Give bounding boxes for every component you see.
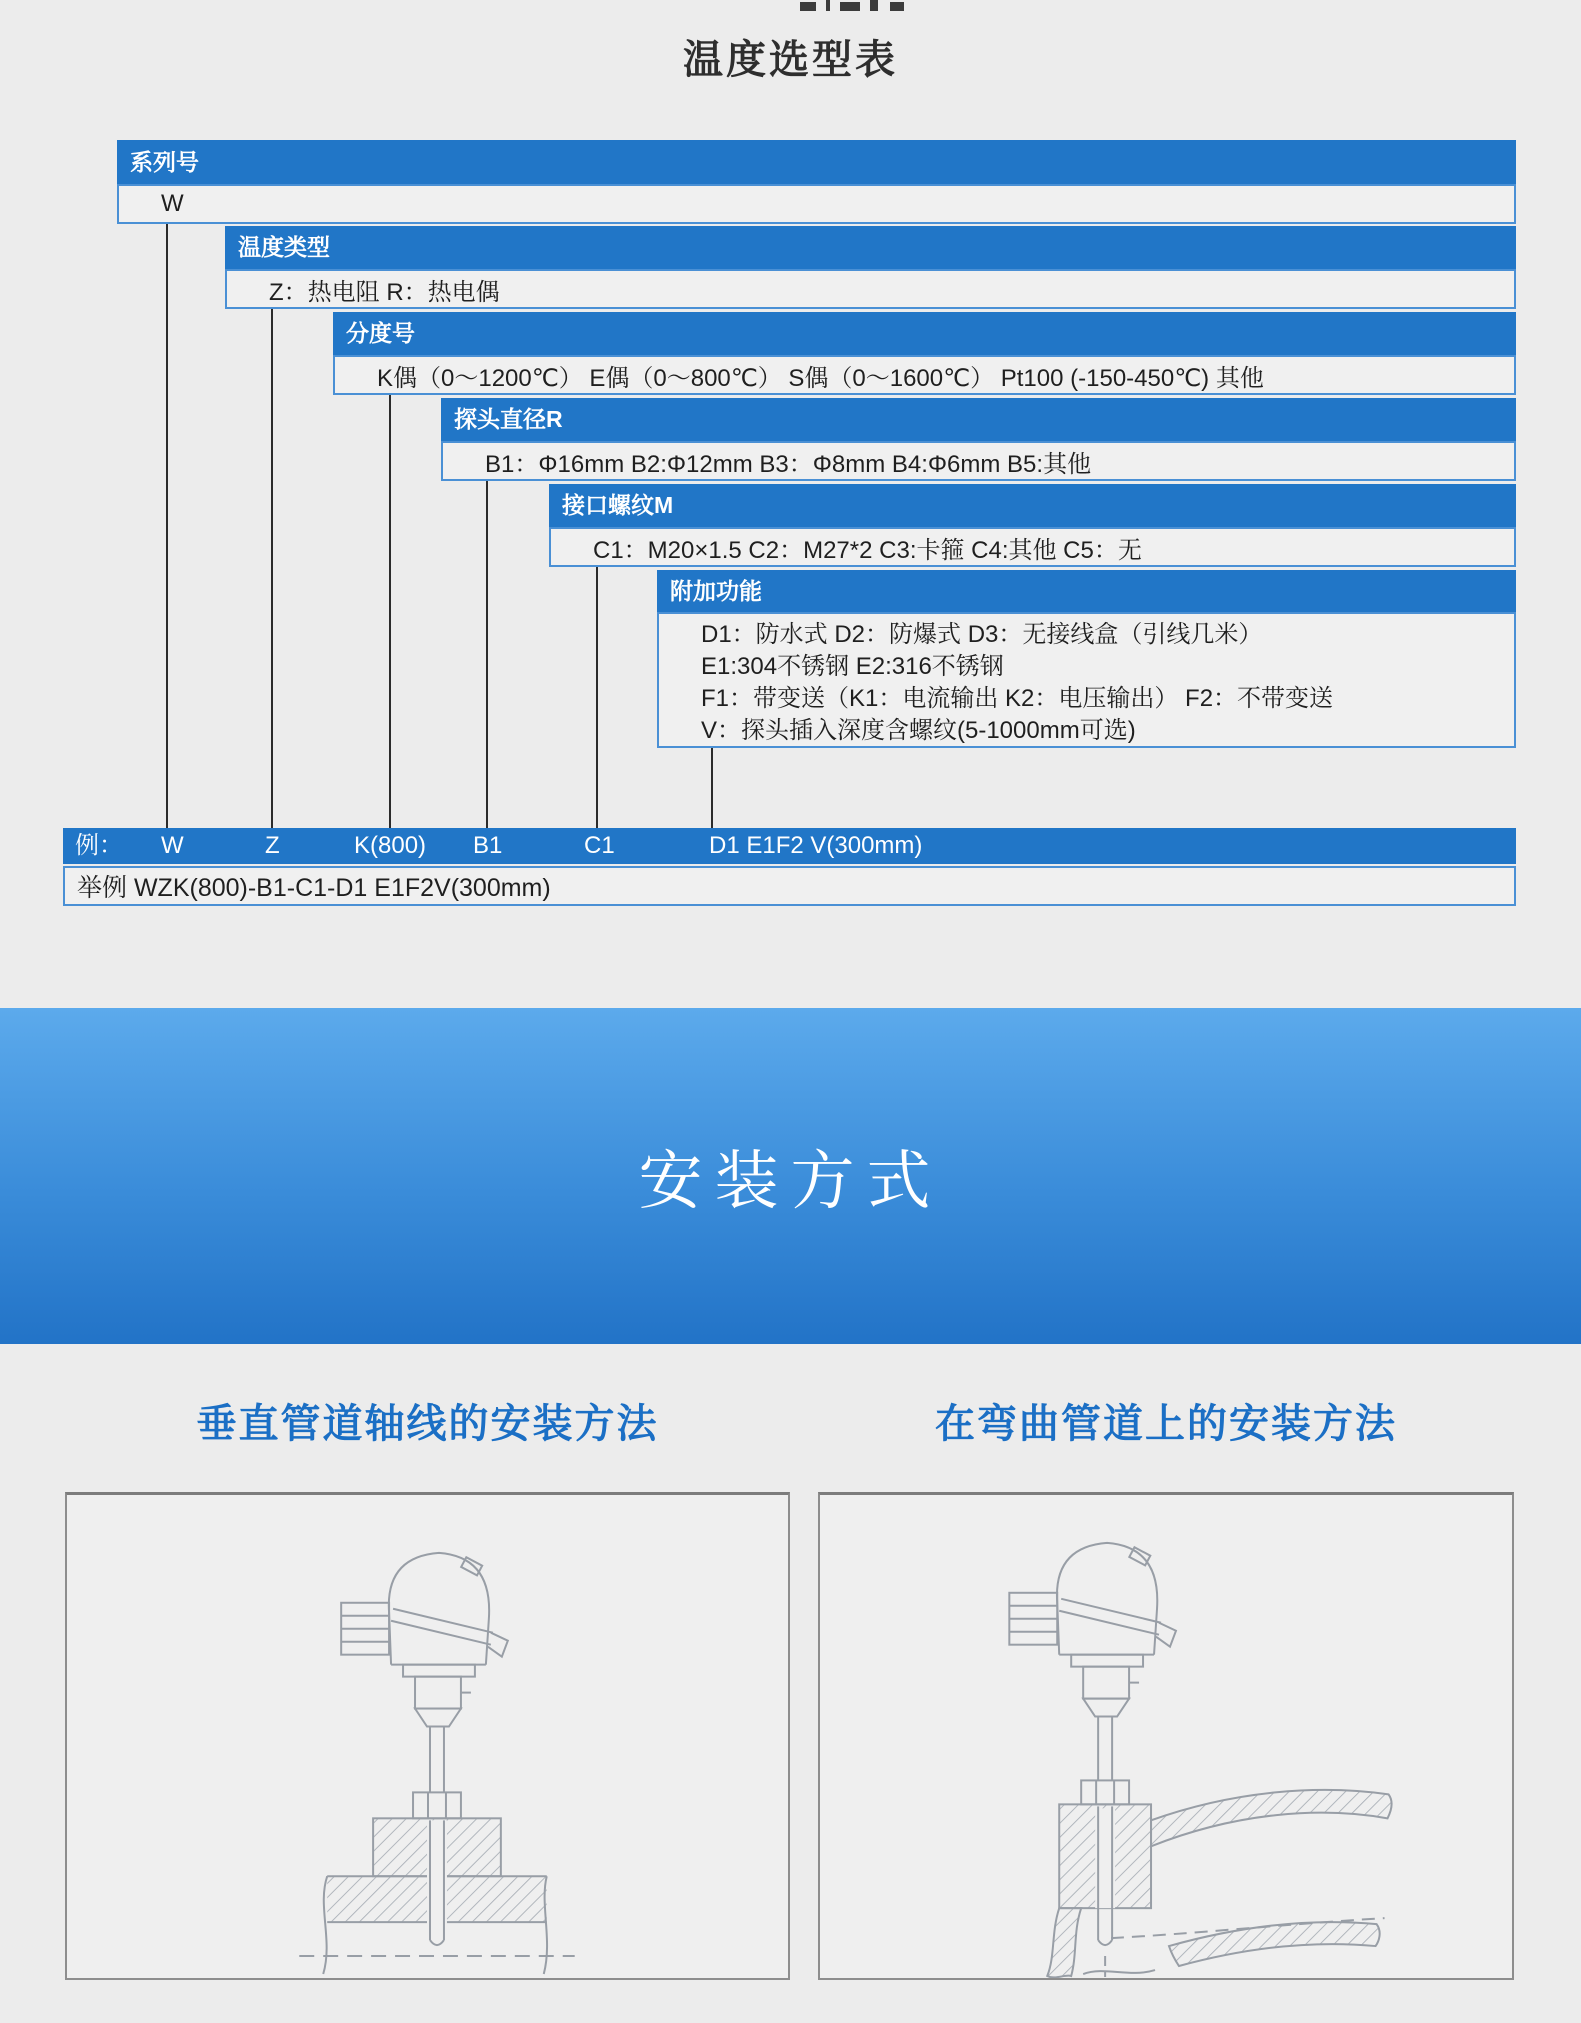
example-code-w: W [161, 832, 184, 859]
cropped-text-fragment [800, 0, 920, 13]
extra-function-line: F1：带变送（K1：电流输出 K2：电压输出） F2：不带变送 [701, 685, 1334, 712]
row-value-graduation: K偶（0～1200℃） E偶（0～800℃） S偶（0～1600℃） Pt100 (-150-450℃) 其他 [333, 355, 1516, 395]
row-header-thread: 接口螺纹M [549, 484, 1516, 527]
figure-caption-curved: 在弯曲管道上的安装方法 [935, 1402, 1397, 1446]
example-label: 例： [75, 832, 123, 859]
figure-curved-install [818, 1492, 1514, 1980]
row-header-extra-functions: 附加功能 [657, 570, 1516, 612]
example-code-b1: B1 [473, 832, 503, 859]
page-title: 温度选型表 [683, 38, 898, 82]
connector-line [711, 748, 713, 828]
example-code-row [63, 828, 1516, 864]
connector-line [166, 224, 168, 828]
install-method-banner [0, 1008, 1581, 1344]
connector-line [271, 309, 273, 828]
row-header-graduation: 分度号 [333, 312, 1516, 355]
row-header-temp-type: 温度类型 [225, 226, 1516, 269]
row-header-series: 系列号 [117, 140, 1516, 184]
extra-function-line: V：探头插入深度含螺纹(5-1000mm可选) [701, 717, 1136, 744]
extra-function-line: E1:304不锈钢 E2:316不锈钢 [701, 653, 1004, 680]
figure-caption-vertical: 垂直管道轴线的安装方法 [196, 1402, 659, 1446]
row-value-thread: C1：M20×1.5 C2：M27*2 C3:卡箍 C4:其他 C5：无 [549, 527, 1516, 567]
vertical-install-drawing [67, 1495, 788, 1978]
connector-line [486, 481, 488, 828]
example-full-code: 举例 WZK(800)-B1-C1-D1 E1F2V(300mm) [63, 866, 1516, 906]
curved-install-drawing [820, 1495, 1512, 1978]
example-code-c1: C1 [584, 832, 615, 859]
connector-line [389, 395, 391, 828]
row-value-probe-diameter: B1：Φ16mm B2:Φ12mm B3：Φ8mm B4:Φ6mm B5:其他 [441, 441, 1516, 481]
figure-vertical-install [65, 1492, 790, 1980]
row-value-temp-type: Z：热电阻 R：热电偶 [225, 269, 1516, 309]
example-code-k: K(800) [354, 832, 427, 859]
example-code-z: Z [265, 832, 280, 859]
row-value-extra-functions [657, 612, 1516, 748]
extra-function-line: D1：防水式 D2：防爆式 D3：无接线盒（引线几米） [701, 621, 1263, 648]
row-value-series: W [117, 184, 1516, 224]
example-code-extras: D1 E1F2 V(300mm) [709, 832, 923, 859]
banner-title: 安装方式 [638, 1145, 943, 1217]
row-header-probe-diameter: 探头直径R [441, 398, 1516, 441]
connector-line [596, 567, 598, 828]
